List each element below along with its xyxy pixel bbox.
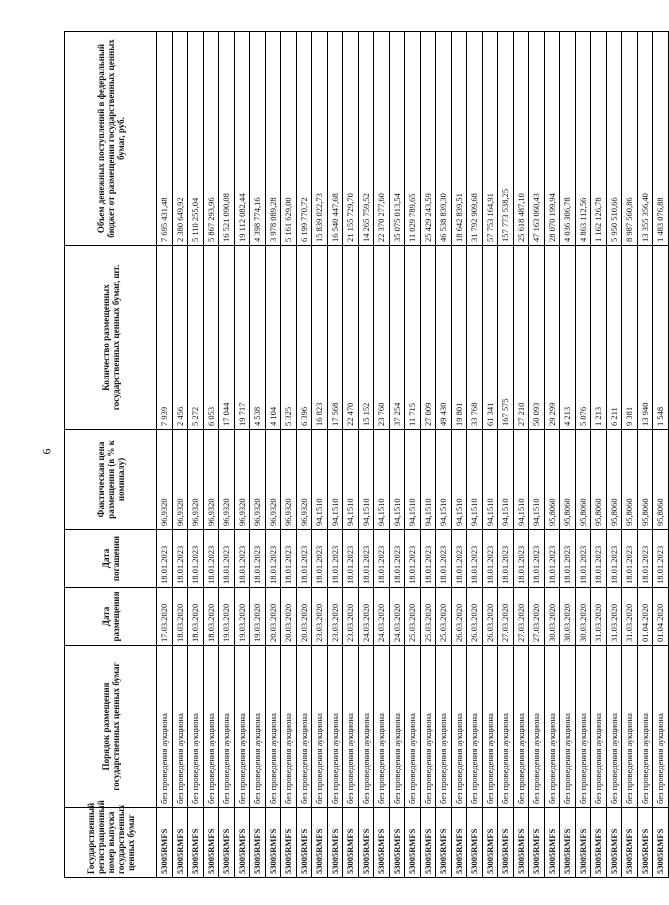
table-row: [172, 32, 188, 878]
quantity-cell: 19 717: [234, 246, 250, 430]
registration-number-cell: 53005RMFS: [591, 808, 607, 878]
registration-number-cell: 53005RMFS: [451, 808, 467, 878]
placement-date-cell: 20.03.2020: [281, 588, 297, 646]
quantity-cell: 27 009: [420, 246, 436, 430]
proceeds-cell: 28 070 199,94: [544, 32, 560, 246]
quantity-cell: 33 768: [467, 246, 483, 430]
price-cell: 94,1510: [389, 430, 405, 530]
maturity-date-cell: 18.01.2023: [436, 530, 452, 588]
table-row: [622, 32, 638, 878]
quantity-cell: 167 575: [498, 246, 514, 430]
placement-date-cell: 26.03.2020: [482, 588, 498, 646]
price-cell: 94,1510: [405, 430, 421, 530]
placement-date-cell: 26.03.2020: [451, 588, 467, 646]
maturity-date-cell: 18.01.2023: [653, 530, 669, 588]
price-cell: 96,9320: [219, 430, 235, 530]
placement-method-cell: без проведения аукциона: [296, 646, 312, 808]
maturity-date-cell: 18.01.2023: [637, 530, 653, 588]
maturity-date-cell: 18.01.2023: [281, 530, 297, 588]
registration-number-cell: 53005RMFS: [529, 808, 545, 878]
proceeds-cell: 35 075 013,54: [389, 32, 405, 246]
table-row: [436, 32, 452, 878]
proceeds-cell: 4 863 112,56: [575, 32, 591, 246]
placement-date-cell: 19.03.2020: [234, 588, 250, 646]
placement-method-cell: без проведения аукциона: [606, 646, 622, 808]
placement-method-cell: без проведения аукциона: [157, 646, 173, 808]
quantity-cell: 17 568: [327, 246, 343, 430]
maturity-date-cell: 18.01.2023: [172, 530, 188, 588]
table-row: [374, 32, 390, 878]
price-cell: 94,1510: [436, 430, 452, 530]
price-cell: 96,9320: [250, 430, 266, 530]
maturity-date-cell: 18.01.2023: [498, 530, 514, 588]
quantity-cell: 6 396: [296, 246, 312, 430]
proceeds-cell: 157 773 538,25: [498, 32, 514, 246]
placement-method-cell: без проведения аукциона: [389, 646, 405, 808]
proceeds-cell: 19 112 082,44: [234, 32, 250, 246]
proceeds-cell: 15 839 022,73: [312, 32, 328, 246]
table-row: [420, 32, 436, 878]
proceeds-cell: 11 029 789,65: [405, 32, 421, 246]
price-cell: 96,9320: [172, 430, 188, 530]
registration-number-cell: 53005RMFS: [358, 808, 374, 878]
placement-date-cell: 30.03.2020: [575, 588, 591, 646]
price-cell: 94,1510: [343, 430, 359, 530]
registration-number-cell: 53005RMFS: [420, 808, 436, 878]
table-row: [157, 32, 173, 878]
header-registration-number: Государственный регистрационный номер выпуска государственных ценных бумаг: [65, 808, 157, 878]
placement-date-cell: 31.03.2020: [591, 588, 607, 646]
quantity-cell: 11 715: [405, 246, 421, 430]
price-cell: 94,1510: [467, 430, 483, 530]
placement-method-cell: без проведения аукциона: [622, 646, 638, 808]
placement-date-cell: 31.03.2020: [622, 588, 638, 646]
placement-date-cell: 27.03.2020: [529, 588, 545, 646]
price-cell: 96,9320: [157, 430, 173, 530]
maturity-date-cell: 18.01.2023: [575, 530, 591, 588]
maturity-date-cell: 18.01.2023: [451, 530, 467, 588]
maturity-date-cell: 18.01.2023: [405, 530, 421, 588]
placement-method-cell: без проведения аукциона: [653, 646, 669, 808]
placement-date-cell: 25.03.2020: [405, 588, 421, 646]
registration-number-cell: 53005RMFS: [405, 808, 421, 878]
quantity-cell: 16 823: [312, 246, 328, 430]
placement-date-cell: 23.03.2020: [312, 588, 328, 646]
registration-number-cell: 53005RMFS: [436, 808, 452, 878]
maturity-date-cell: 18.01.2023: [560, 530, 576, 588]
quantity-cell: 50 093: [529, 246, 545, 430]
maturity-date-cell: 18.01.2023: [250, 530, 266, 588]
registration-number-cell: 53005RMFS: [575, 808, 591, 878]
table-header: [65, 32, 157, 878]
proceeds-cell: 5 867 293,96: [203, 32, 219, 246]
maturity-date-cell: 18.01.2023: [606, 530, 622, 588]
registration-number-cell: 53005RMFS: [637, 808, 653, 878]
registration-number-cell: 53005RMFS: [560, 808, 576, 878]
quantity-cell: 5 325: [281, 246, 297, 430]
maturity-date-cell: 18.01.2023: [513, 530, 529, 588]
price-cell: 95,8060: [637, 430, 653, 530]
placement-method-cell: без проведения аукциона: [637, 646, 653, 808]
price-cell: 95,8060: [653, 430, 669, 530]
placement-method-cell: без проведения аукциона: [281, 646, 297, 808]
quantity-cell: 15 152: [358, 246, 374, 430]
placement-date-cell: 23.03.2020: [327, 588, 343, 646]
maturity-date-cell: 18.01.2023: [529, 530, 545, 588]
proceeds-cell: 3 978 089,28: [265, 32, 281, 246]
price-cell: 94,1510: [513, 430, 529, 530]
quantity-cell: 27 210: [513, 246, 529, 430]
price-cell: 95,8060: [575, 430, 591, 530]
proceeds-cell: 5 161 629,00: [281, 32, 297, 246]
header-quantity: Количество размещенных государственных ценных бумаг, шт.: [65, 246, 157, 430]
proceeds-cell: 22 370 277,60: [374, 32, 390, 246]
placement-method-cell: без проведения аукциона: [420, 646, 436, 808]
placement-method-cell: без проведения аукциона: [234, 646, 250, 808]
placement-date-cell: 20.03.2020: [265, 588, 281, 646]
maturity-date-cell: 18.01.2023: [312, 530, 328, 588]
proceeds-cell: 25 618 487,10: [513, 32, 529, 246]
header-budget-proceeds: Объем денежных поступлений в федеральный бюджет от размещения государственных ценных бумаг, руб.: [65, 32, 157, 246]
table-row: [219, 32, 235, 878]
placement-method-cell: без проведения аукциона: [312, 646, 328, 808]
placement-date-cell: 27.03.2020: [498, 588, 514, 646]
quantity-cell: 7 939: [157, 246, 173, 430]
price-cell: 95,8060: [606, 430, 622, 530]
proceeds-cell: 18 642 839,51: [451, 32, 467, 246]
price-cell: 95,8060: [622, 430, 638, 530]
price-cell: 96,9320: [234, 430, 250, 530]
table-row: [560, 32, 576, 878]
placement-date-cell: 30.03.2020: [544, 588, 560, 646]
proceeds-cell: 13 355 356,40: [637, 32, 653, 246]
table-row: [637, 32, 653, 878]
proceeds-cell: 6 199 770,72: [296, 32, 312, 246]
quantity-cell: 2 456: [172, 246, 188, 430]
proceeds-cell: 1 483 076,88: [653, 32, 669, 246]
proceeds-cell: 5 110 255,04: [188, 32, 204, 246]
header-maturity-date: Дата погашения: [65, 530, 157, 588]
proceeds-cell: 2 380 649,92: [172, 32, 188, 246]
maturity-date-cell: 18.01.2023: [157, 530, 173, 588]
placement-method-cell: без проведения аукциона: [358, 646, 374, 808]
proceeds-cell: 31 792 909,68: [467, 32, 483, 246]
proceeds-cell: 7 695 431,48: [157, 32, 173, 246]
quantity-cell: 1 548: [653, 246, 669, 430]
maturity-date-cell: 18.01.2023: [219, 530, 235, 588]
table-row: [498, 32, 514, 878]
quantity-cell: 37 254: [389, 246, 405, 430]
price-cell: 96,9320: [188, 430, 204, 530]
registration-number-cell: 53005RMFS: [234, 808, 250, 878]
quantity-cell: 17 044: [219, 246, 235, 430]
maturity-date-cell: 18.01.2023: [591, 530, 607, 588]
quantity-cell: 49 430: [436, 246, 452, 430]
registration-number-cell: 53005RMFS: [513, 808, 529, 878]
price-cell: 94,1510: [482, 430, 498, 530]
placement-date-cell: 24.03.2020: [389, 588, 405, 646]
quantity-cell: 23 760: [374, 246, 390, 430]
quantity-cell: 4 538: [250, 246, 266, 430]
registration-number-cell: 53005RMFS: [389, 808, 405, 878]
table-row: [281, 32, 297, 878]
table-row: [234, 32, 250, 878]
placement-date-cell: 17.03.2020: [157, 588, 173, 646]
maturity-date-cell: 18.01.2023: [265, 530, 281, 588]
table-row: [653, 32, 669, 878]
placement-method-cell: без проведения аукциона: [529, 646, 545, 808]
placement-method-cell: без проведения аукциона: [498, 646, 514, 808]
registration-number-cell: 53005RMFS: [498, 808, 514, 878]
maturity-date-cell: 18.01.2023: [389, 530, 405, 588]
table-row: [327, 32, 343, 878]
quantity-cell: 4 213: [560, 246, 576, 430]
maturity-date-cell: 18.01.2023: [343, 530, 359, 588]
maturity-date-cell: 18.01.2023: [420, 530, 436, 588]
maturity-date-cell: 18.01.2023: [327, 530, 343, 588]
quantity-cell: 6 211: [606, 246, 622, 430]
table-row: [529, 32, 545, 878]
quantity-cell: 4 104: [265, 246, 281, 430]
table-row: [544, 32, 560, 878]
proceeds-cell: 8 987 560,86: [622, 32, 638, 246]
placement-method-cell: без проведения аукциона: [172, 646, 188, 808]
proceeds-cell: 4 398 774,16: [250, 32, 266, 246]
table-row: [591, 32, 607, 878]
maturity-date-cell: 18.01.2023: [203, 530, 219, 588]
placement-method-cell: без проведения аукциона: [374, 646, 390, 808]
price-cell: 95,8060: [544, 430, 560, 530]
registration-number-cell: 53005RMFS: [482, 808, 498, 878]
proceeds-cell: 21 155 729,70: [343, 32, 359, 246]
placement-date-cell: 23.03.2020: [343, 588, 359, 646]
price-cell: 94,1510: [420, 430, 436, 530]
registration-number-cell: 53005RMFS: [606, 808, 622, 878]
placement-date-cell: 25.03.2020: [420, 588, 436, 646]
placement-date-cell: 31.03.2020: [606, 588, 622, 646]
quantity-cell: 1 213: [591, 246, 607, 430]
quantity-cell: 29 299: [544, 246, 560, 430]
placement-date-cell: 18.03.2020: [203, 588, 219, 646]
price-cell: 95,8060: [560, 430, 576, 530]
maturity-date-cell: 18.01.2023: [188, 530, 204, 588]
securities-placement-table: [64, 31, 669, 878]
registration-number-cell: 53005RMFS: [327, 808, 343, 878]
price-cell: 94,1510: [312, 430, 328, 530]
price-cell: 94,1510: [358, 430, 374, 530]
placement-method-cell: без проведения аукциона: [405, 646, 421, 808]
placement-date-cell: 18.03.2020: [172, 588, 188, 646]
proceeds-cell: 14 265 759,52: [358, 32, 374, 246]
placement-date-cell: 27.03.2020: [513, 588, 529, 646]
table-row: [203, 32, 219, 878]
placement-method-cell: без проведения аукциона: [188, 646, 204, 808]
registration-number-cell: 53005RMFS: [312, 808, 328, 878]
table-row: [482, 32, 498, 878]
quantity-cell: 9 381: [622, 246, 638, 430]
placement-date-cell: 30.03.2020: [560, 588, 576, 646]
table-row: [296, 32, 312, 878]
placement-method-cell: без проведения аукциона: [203, 646, 219, 808]
page-number: 6: [39, 448, 54, 455]
quantity-cell: 22 470: [343, 246, 359, 430]
registration-number-cell: 53005RMFS: [157, 808, 173, 878]
proceeds-cell: 57 753 164,91: [482, 32, 498, 246]
registration-number-cell: 53005RMFS: [343, 808, 359, 878]
quantity-cell: 5 272: [188, 246, 204, 430]
registration-number-cell: 53005RMFS: [203, 808, 219, 878]
maturity-date-cell: 18.01.2023: [622, 530, 638, 588]
price-cell: 94,1510: [327, 430, 343, 530]
registration-number-cell: 53005RMFS: [250, 808, 266, 878]
placement-date-cell: 24.03.2020: [358, 588, 374, 646]
placement-date-cell: 01.04.2020: [637, 588, 653, 646]
placement-date-cell: 26.03.2020: [467, 588, 483, 646]
placement-date-cell: 19.03.2020: [250, 588, 266, 646]
table-row: [575, 32, 591, 878]
quantity-cell: 6 053: [203, 246, 219, 430]
maturity-date-cell: 18.01.2023: [467, 530, 483, 588]
table-row: [405, 32, 421, 878]
registration-number-cell: 53005RMFS: [281, 808, 297, 878]
table-row: [467, 32, 483, 878]
quantity-cell: 13 940: [637, 246, 653, 430]
header-row: [65, 32, 157, 878]
header-actual-price: Фактическая цена размещения (в % к номиналу): [65, 430, 157, 530]
placement-method-cell: без проведения аукциона: [327, 646, 343, 808]
placement-method-cell: без проведения аукциона: [560, 646, 576, 808]
placement-date-cell: 25.03.2020: [436, 588, 452, 646]
maturity-date-cell: 18.01.2023: [544, 530, 560, 588]
header-placement-date: Дата размещения: [65, 588, 157, 646]
placement-date-cell: 01.04.2020: [653, 588, 669, 646]
price-cell: 94,1510: [529, 430, 545, 530]
price-cell: 96,9320: [265, 430, 281, 530]
maturity-date-cell: 18.01.2023: [296, 530, 312, 588]
maturity-date-cell: 18.01.2023: [374, 530, 390, 588]
registration-number-cell: 53005RMFS: [172, 808, 188, 878]
placement-method-cell: без проведения аукциона: [250, 646, 266, 808]
proceeds-cell: 4 036 306,78: [560, 32, 576, 246]
placement-method-cell: без проведения аукциона: [467, 646, 483, 808]
placement-method-cell: без проведения аукциона: [482, 646, 498, 808]
table-row: [250, 32, 266, 878]
securities-table-wrapper: [64, 32, 666, 878]
placement-method-cell: без проведения аукциона: [219, 646, 235, 808]
price-cell: 94,1510: [498, 430, 514, 530]
price-cell: 96,9320: [296, 430, 312, 530]
registration-number-cell: 53005RMFS: [544, 808, 560, 878]
placement-date-cell: 24.03.2020: [374, 588, 390, 646]
maturity-date-cell: 18.01.2023: [482, 530, 498, 588]
table-row: [343, 32, 359, 878]
proceeds-cell: 16 521 090,08: [219, 32, 235, 246]
price-cell: 95,8060: [591, 430, 607, 530]
header-placement-method: Порядок размещения государственных ценных бумаг: [65, 646, 157, 808]
table-row: [312, 32, 328, 878]
quantity-cell: 19 801: [451, 246, 467, 430]
proceeds-cell: 5 950 510,66: [606, 32, 622, 246]
price-cell: 96,9320: [281, 430, 297, 530]
placement-date-cell: 20.03.2020: [296, 588, 312, 646]
registration-number-cell: 53005RMFS: [296, 808, 312, 878]
placement-method-cell: без проведения аукциона: [575, 646, 591, 808]
proceeds-cell: 1 162 126,78: [591, 32, 607, 246]
maturity-date-cell: 18.01.2023: [234, 530, 250, 588]
placement-method-cell: без проведения аукциона: [265, 646, 281, 808]
quantity-cell: 61 341: [482, 246, 498, 430]
registration-number-cell: 53005RMFS: [219, 808, 235, 878]
table-row: [513, 32, 529, 878]
proceeds-cell: 16 540 447,68: [327, 32, 343, 246]
table-row: [188, 32, 204, 878]
price-cell: 96,9320: [203, 430, 219, 530]
table-body: [157, 32, 669, 878]
table-row: [265, 32, 281, 878]
placement-method-cell: без проведения аукциона: [544, 646, 560, 808]
proceeds-cell: 25 429 243,59: [420, 32, 436, 246]
table-row: [606, 32, 622, 878]
placement-method-cell: без проведения аукциона: [451, 646, 467, 808]
table-row: [389, 32, 405, 878]
registration-number-cell: 53005RMFS: [653, 808, 669, 878]
table-row: [451, 32, 467, 878]
registration-number-cell: 53005RMFS: [622, 808, 638, 878]
quantity-cell: 5 076: [575, 246, 591, 430]
registration-number-cell: 53005RMFS: [188, 808, 204, 878]
registration-number-cell: 53005RMFS: [374, 808, 390, 878]
placement-date-cell: 19.03.2020: [219, 588, 235, 646]
price-cell: 94,1510: [451, 430, 467, 530]
registration-number-cell: 53005RMFS: [467, 808, 483, 878]
placement-date-cell: 18.03.2020: [188, 588, 204, 646]
placement-method-cell: без проведения аукциона: [343, 646, 359, 808]
maturity-date-cell: 18.01.2023: [358, 530, 374, 588]
proceeds-cell: 46 538 839,30: [436, 32, 452, 246]
proceeds-cell: 47 163 060,43: [529, 32, 545, 246]
placement-method-cell: без проведения аукциона: [436, 646, 452, 808]
price-cell: 94,1510: [374, 430, 390, 530]
placement-method-cell: без проведения аукциона: [591, 646, 607, 808]
placement-method-cell: без проведения аукциона: [513, 646, 529, 808]
table-row: [358, 32, 374, 878]
registration-number-cell: 53005RMFS: [265, 808, 281, 878]
